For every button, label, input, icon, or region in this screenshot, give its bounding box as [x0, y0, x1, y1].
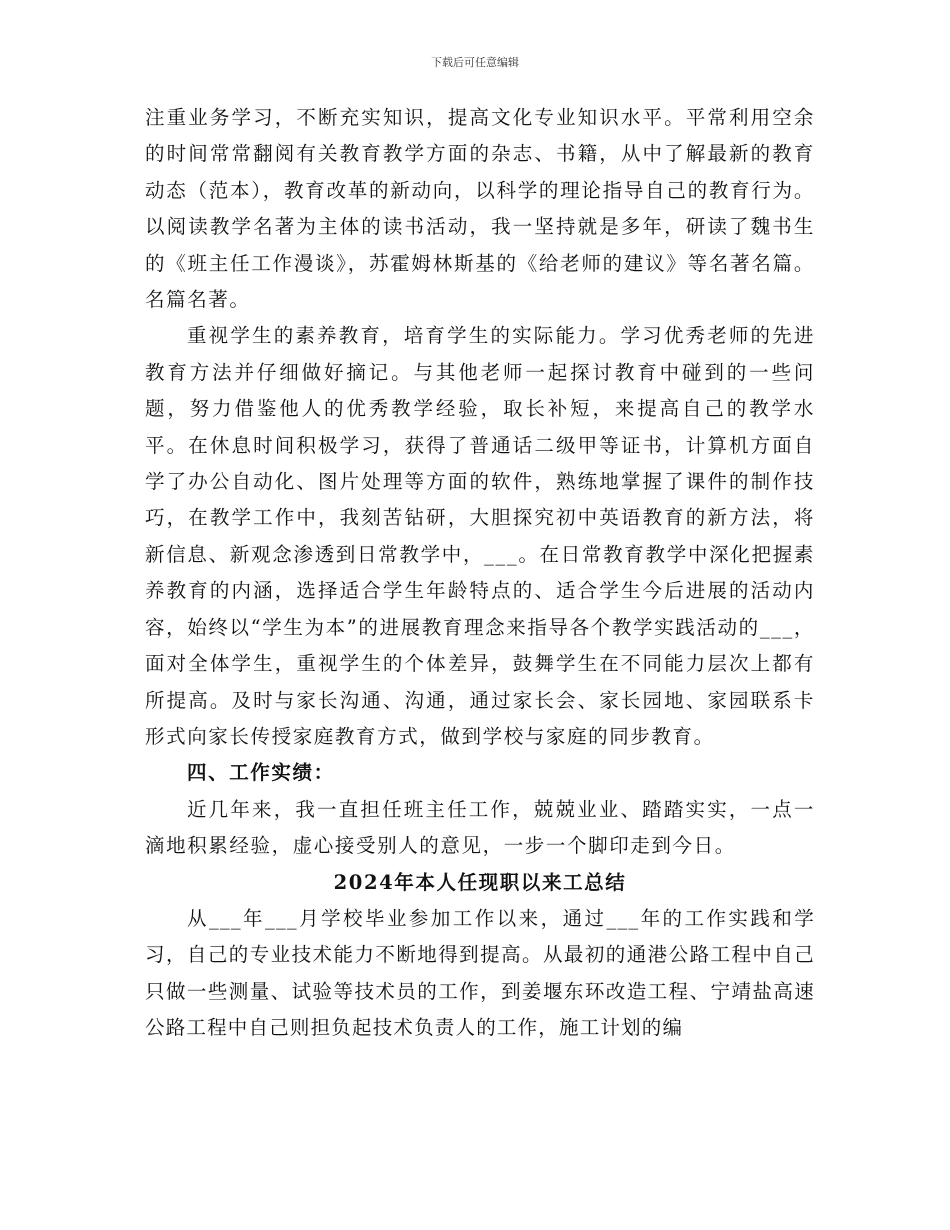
- paragraph-quality-education: 重视学生的素养教育，培育学生的实际能力。学习优秀老师的先进教育方法并仔细做好摘记。与其他老师一起探讨教育中碰到的一些问题，努力借鉴他人的优秀教学经验，取长补短，来提高自己的教学水平。在休息时间积极学习，获得了普通话二级甲等证书，计算机方面自学了办公自动化、图片处理等方面的软件，熟练地掌握了课件的制作技巧，在教学工作中，我刻苦钻研，大胆探究初中英语教育的新方法，将新信息、新观念渗透到日常教学中，___。在日常教育教学中深化把握素养教育的内涵，选择适合学生年龄特点的、适合学生今后进展的活动内容，始终以“学生为本”的进展教育理念来指导各个教学实践活动的___，面对全体学生，重视学生的个体差异，鼓舞学生在不同能力层次上都有所提高。及时与家长沟通、沟通，通过家长会、家长园地、家园联系卡形式向家长传授家庭教育方式，做到学校与家庭的同步教育。: [145, 324, 815, 748]
- page-header: 下载后可任意编辑: [431, 56, 519, 69]
- paragraph-achievements: 近几年来，我一直担任班主任工作，兢兢业业、踏踏实实，一点一滴地积累经验，虚心接受别人的意见，一步一个脚印走到今日。: [145, 797, 815, 858]
- paragraph-work-summary: 从___年___月学校毕业参加工作以来，通过___年的工作实践和学习，自己的专业技术能力不断地得到提高。从最初的通港公路工程中自己只做一些测量、试验等技术员的工作，到姜堰东环改造工程、宁靖盐高速公路工程中自己则担负起技术负责人的工作，施工计划的编: [145, 906, 815, 1040]
- summary-title: 2024年本人任现职以来工总结: [333, 870, 627, 894]
- section-heading-achievements: 四、工作实绩：: [187, 761, 335, 785]
- paragraph-study: 注重业务学习，不断充实知识，提高文化专业知识水平。平常利用空余的时间常常翻阅有关教育教学方面的杂志、书籍，从中了解最新的教育动态（范本），教育改革的新动向，以科学的理论指导自己的教育行为。以阅读教学名著为主体的读书活动，我一坚持就是多年，研读了魏书生的《班主任工作漫谈》，苏霍姆林斯基的《给老师的建议》等名著名篇。名篇名著。: [145, 106, 815, 312]
- document-body: [145, 100, 815, 1047]
